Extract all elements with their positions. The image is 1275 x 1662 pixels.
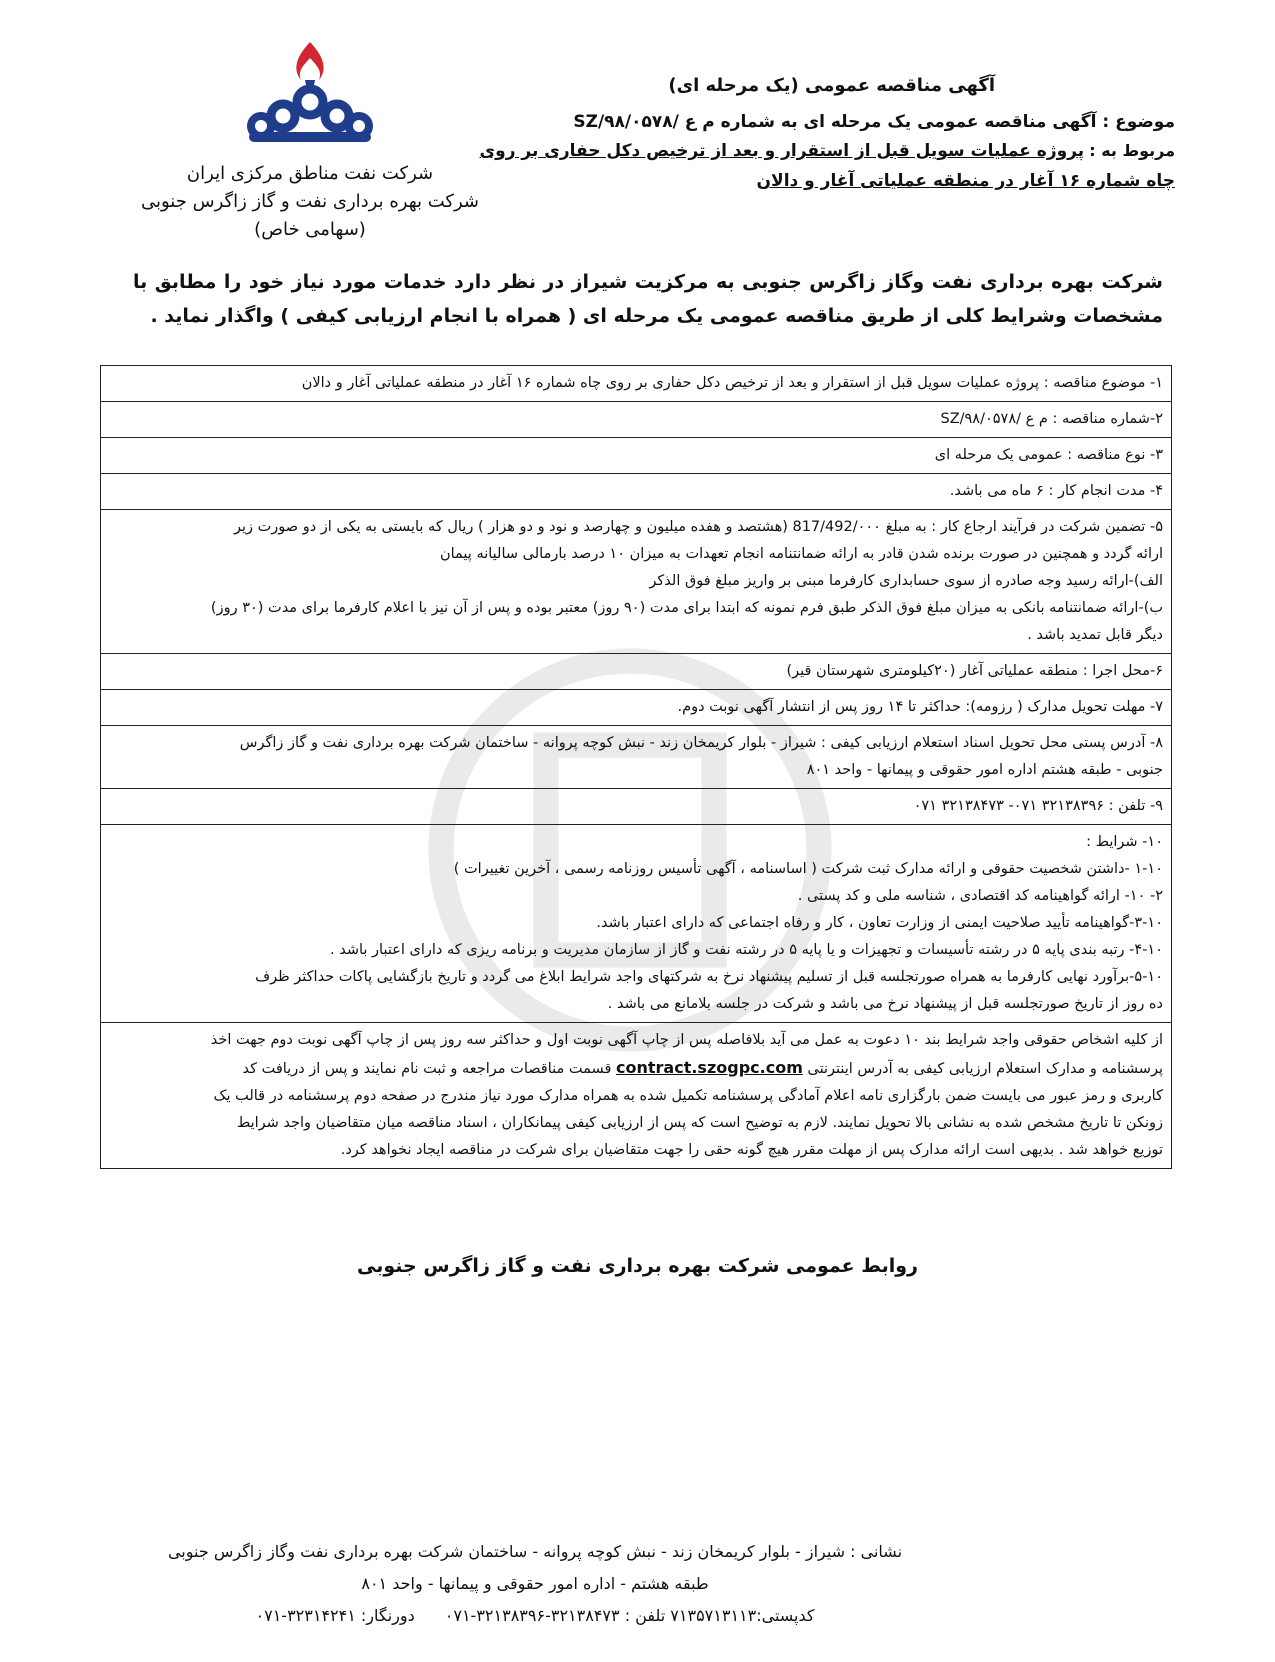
item-guarantee-a: الف)-ارائه رسید وجه صادره از سوی حسابداری کارفرما مبنی بر واریز مبلغ فوق الذکر [649,573,1163,589]
item-type: ۳- نوع مناقصه : عمومی یک مرحله ای [934,447,1163,463]
item-address: ۸- آدرس پستی محل تحویل اسناد استعلام ارزیابی کیفی : شیراز - بلوار کریمخان زند - نبش کوچه پروانه - ساختمان شرکت بهره برداری نفت و گاز زاگرس [239,735,1163,751]
final-note-2-post: قسمت مناقصات مراجعه و ثبت نام نمایند و پس از دریافت کد [242,1061,612,1077]
table-row [101,726,1171,789]
final-note-3: کاربری و رمز عبور می بایست ضمن بارگزاری نامه اعلام آمادگی پرسشنامه تکمیل شده به همراه مدارک مورد نیاز مندرج در صفحه دوم پرسشنامه در قالب یک [213,1088,1163,1104]
company-type: (سهامی خاص) [254,219,366,240]
related-label: مربوط به : [1089,141,1175,160]
postal-phone: کدپستی:۷۱۳۵۷۱۳۱۱۳ تلفن : ۳۲۱۳۸۴۷۳-۳۲۱۳۸۳۹۶-۰۷۱ [444,1606,815,1625]
item-duration: ۴- مدت انجام کار : ۶ ماه می باشد. [949,483,1163,499]
ad-title: آگهی مناقصه عمومی (یک مرحله ای) [668,75,995,96]
final-note-5: توزیع خواهد شد . بدیهی است ارائه مدارک پس از مهلت مقرر هیچ گونه حقی را جهت متقاضیان برای شرکت در مناقصه ایجاد نخواهد کرد. [340,1142,1163,1158]
item-guarantee: ۵- تضمین شرکت در فرآیند ارجاع کار : به مبلغ 817/492/۰۰۰ (هشتصد و هفده میلیون و چهارصد و نود و دو هزار ) ریال که بایستی به یکی از دو صورت زیر [233,519,1163,535]
item-phone: ۹- تلفن : ۳۲۱۳۸۳۹۶ ۰۷۱- ۳۲۱۳۸۴۷۳ ۰۷۱ [913,798,1163,814]
company-name-2: شرکت بهره برداری نفت و گاز زاگرس جنوبی [141,191,479,212]
condition-3: ۳-۱۰-گواهینامه تأیید صلاحیت ایمنی از وزارت تعاون ، کار و رفاه اجتماعی که دارای اعتبار باشد. [596,915,1163,931]
condition-2: ۲- ۱۰- ارائه گواهینامه کد اقتصادی ، شناسه ملی و کد پستی . [797,888,1163,904]
table-row [101,366,1171,402]
condition-1: ۱-۱۰ -داشتن شخصیت حقوقی و ارائه مدارک ثبت شرکت ( اساسنامه ، آگهی تأسیس روزنامه رسمی ، آخرین تغییرات ) [453,861,1163,877]
ad-related [445,136,1175,196]
item-conditions: ۱۰- شرایط : [1086,834,1163,850]
table-row [101,438,1171,474]
item-subject: ۱- موضوع مناقصه : پروژه عملیات سویل قبل از استقرار و بعد از ترخیص دکل حفاری بر روی چاه شماره ۱۶ آغار در منطقه عملیاتی آغار و دالان [301,375,1163,391]
ad-header [445,72,1175,196]
condition-5-2: ده روز از تاریخ صورتجلسه قبل از پیشنهاد نرخ می باشد و شرکت در جلسه بلامانع می باشد . [607,996,1163,1012]
item-guarantee-b: ب)-ارائه ضمانتنامه بانکی به میزان مبلغ فوق الذکر طبق فرم نمونه که ابتدا برای مدت (۹۰ روز) معتبر بوده و پس از آن نیز با اعلام کارفرما برای مدت (۳۰ روز) [210,600,1163,616]
table-row [101,825,1171,1023]
final-note-4: زونکن تا تاریخ مشخص شده به نشانی بالا تحویل نمایند. لازم به توضیح است که پس از ارزیابی کیفی پیمانکاران ، اسناد مناقصه میان متقاضیان واجد شرایط [236,1115,1163,1131]
condition-4: ۴-۱۰- رتبه بندی پایه ۵ در رشته تأسیسات و تجهیزات و یا پایه ۵ در رشته نفت و گاز از سازمان مدیریت و برنامه ریزی که دارای اعتبار باشد . [330,942,1163,958]
nioc-flame-logo-icon [245,40,375,150]
table-row [101,690,1171,726]
contract-website-link[interactable]: contract.szogpc.com [616,1058,803,1077]
table-row [101,1023,1171,1168]
fax: دورنگار: ۳۲۳۱۴۲۴۱-۰۷۱ [255,1606,415,1625]
table-row [101,654,1171,690]
item-location: ۶-محل اجرا : منطقه عملیاتی آغار (۲۰کیلومتری شهرستان قیر) [786,663,1163,679]
contact-line [85,1600,985,1632]
company-block [140,40,480,244]
final-note-2 [109,1054,1163,1083]
table-row [101,510,1171,654]
related-text: پروژه عملیات سویل قبل از استقرار و بعد از ترخیص دکل حفاری بر روی چاه شماره ۱۶ آغار در منطقه عملیاتی آغار و دالان [479,141,1175,191]
item-guarantee-b-2: دیگر قابل تمدید باشد . [1027,627,1163,643]
item-number: ۲-شماره مناقصه : م ع /SZ/۹۸/۰۵۷۸ [940,411,1163,427]
table-row [101,789,1171,825]
table-row [101,474,1171,510]
ad-subject: موضوع : آگهی مناقصه عمومی یک مرحله ای به شماره م ع /SZ/۹۸/۰۵۷۸ [573,112,1175,132]
condition-5: ۵-۱۰-برآورد نهایی کارفرما به همراه صورتجلسه قبل از تسلیم پیشنهاد نرخ به شرکتهای واجد شرایط ابلاغ می گردد و تاریخ بازگشایی پاکات حداکثر ظرف [255,969,1163,985]
address-line-2: طبقه هشتم - اداره امور حقوقی و پیمانها - واحد ۸۰۱ [361,1574,709,1593]
company-name-1: شرکت نفت مناطق مرکزی ایران [186,163,434,184]
final-note-1: از کلیه اشخاص حقوقی واجد شرایط بند ۱۰ دعوت به عمل می آید بلافاصله پس از چاپ آگهی نوبت اول و حداکثر سه روز پس از چاپ آگهی نوبت دوم جهت اخذ [210,1032,1163,1048]
address-line-1: نشانی : شیراز - بلوار کریمخان زند - نبش کوچه پروانه - ساختمان شرکت بهره برداری نفت وگاز زاگرس جنوبی [167,1542,903,1561]
final-note-2-pre: پرسشنامه و مدارک استعلام ارزیابی کیفی به آدرس اینترنتی [807,1061,1163,1077]
item-address-2: جنوبی - طبقه هشتم اداره امور حقوقی و پیمانها - واحد ۸۰۱ [806,762,1163,778]
item-deadline: ۷- مهلت تحویل مدارک ( رزومه): حداکثر تا ۱۴ روز پس از انتشار آگهی نوبت دوم. [677,699,1163,715]
item-guarantee-2: ارائه گردد و همچنین در صورت برنده شدن قادر به ارائه ضمانتنامه انجام تعهدات به میزان ۱۰ درصد بارمالی سالیانه پیمان [439,546,1163,562]
tender-items-table [100,365,1172,1169]
public-relations-signature: روابط عمومی شرکت بهره برداری نفت و گاز زاگرس جنوبی [357,1255,918,1277]
intro-paragraph: شرکت بهره برداری نفت وگاز زاگرس جنوبی به مرکزیت شیراز در نظر دارد خدمات مورد نیاز خود را مطابق با مشخصات وشرایط کلی از طریق مناقصه عمومی یک مرحله ای ( همراه با انجام ارزیابی کیفی ) واگذار نماید . [133,271,1163,327]
table-row [101,402,1171,438]
address-footer [85,1536,985,1632]
